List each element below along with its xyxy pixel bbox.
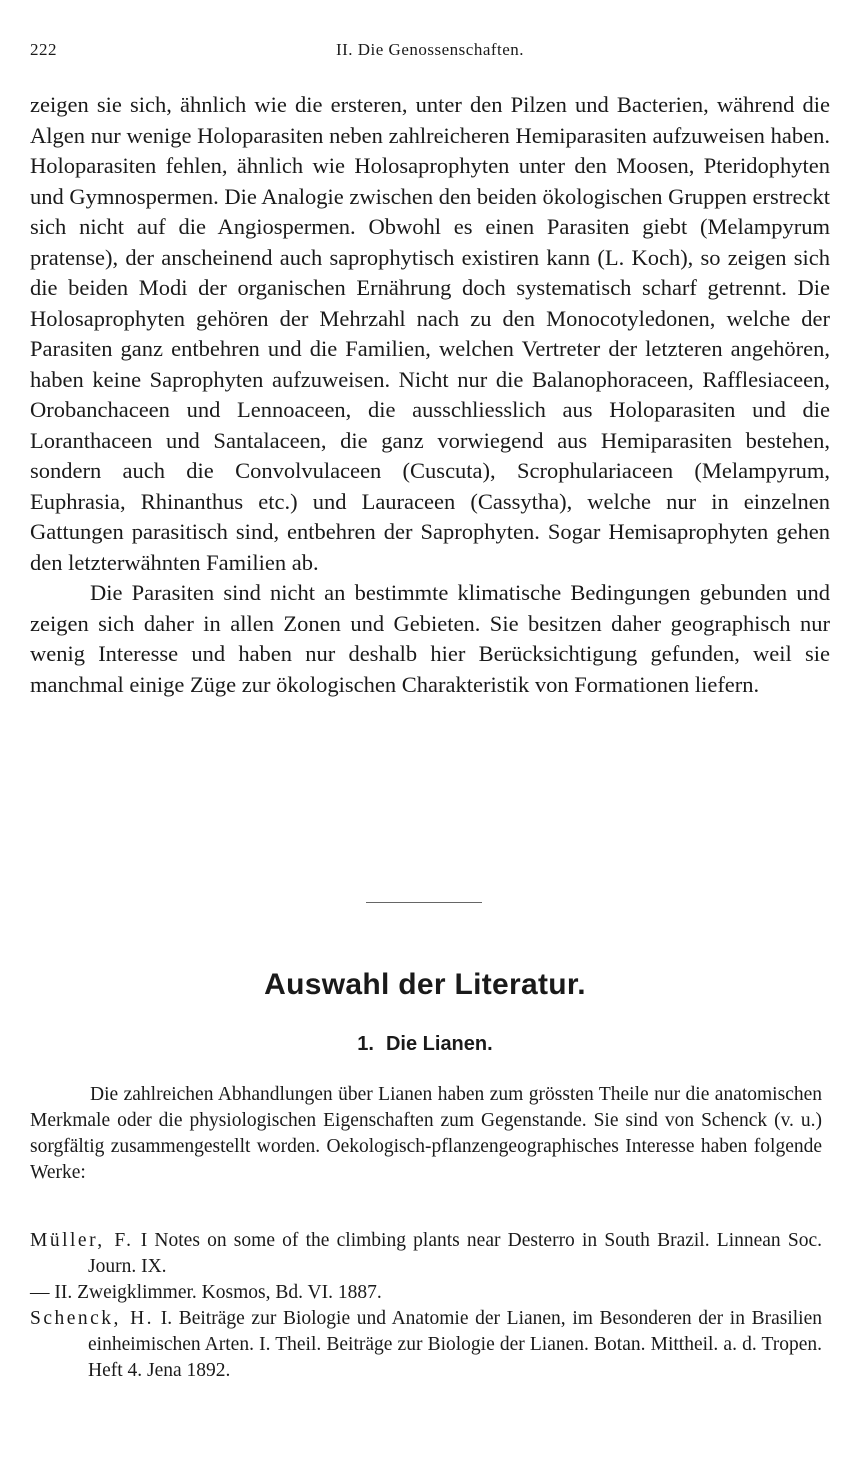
reference-text: II. Zweigklimmer. Kosmos, Bd. VI. 1887. bbox=[54, 1282, 382, 1303]
chapter-header: II. Die Genossenschaften. bbox=[335, 40, 525, 59]
reference-list bbox=[30, 1228, 822, 1384]
reference-text: I. Beiträge zur Biologie und Anatomie der Lianen, im Besonderen der in Brasilien einheimischen Arten. I. Theil. Beiträge zur Biologie der Lianen. Botan. Mittheil. a. d. Tropen. Heft 4. Jena 1892. bbox=[88, 1308, 823, 1381]
page-number: 222 bbox=[30, 40, 57, 59]
literature-subheading bbox=[0, 1033, 850, 1056]
reference-text: I Notes on some of the climbing plants near Desterro in South Brazil. Linnean Soc. Journ. IX. bbox=[88, 1230, 823, 1277]
section-number: 1. bbox=[357, 1033, 374, 1055]
reference-author: Müller, F. bbox=[30, 1230, 134, 1251]
section-divider bbox=[366, 902, 482, 903]
section-title: Die Lianen. bbox=[385, 1033, 493, 1055]
running-head bbox=[30, 40, 830, 70]
reference-item bbox=[30, 1280, 822, 1306]
reference-author: Schenck, H. bbox=[30, 1308, 155, 1329]
body-paragraph: Die Parasiten sind nicht an bestimmte klimatische Bedingungen gebunden und zeigen sich daher in allen Zonen und Gebieten. Sie besitzen daher geographisch nur wenig Interesse und haben nur deshalb hier Berücksichtigung gefunden, weil sie manchmal einige Züge zur ökologischen Charakteristik von Formationen liefern. bbox=[30, 580, 830, 697]
reference-item bbox=[30, 1228, 822, 1280]
literature-heading: Auswahl der Literatur. bbox=[264, 968, 586, 1001]
literature-intro: Die zahlreichen Abhandlungen über Lianen haben zum grössten Theile nur die anatomischen Merkmale oder die physiologischen Eigenschaften zum Gegenstande. Sie sind von Schenck (v. u.) sorgfältig zusammengestellt worden. Oekologisch-pflanzengeographisches Interesse haben folgende Werke: bbox=[30, 1084, 822, 1183]
reference-item bbox=[30, 1306, 822, 1384]
reference-author: — bbox=[30, 1282, 50, 1303]
body-paragraph: zeigen sie sich, ähnlich wie die ersteren, unter den Pilzen und Bacterien, während die Algen nur wenige Holoparasiten neben zahlreicheren Hemiparasiten aufzuweisen haben. Holoparasiten fehlen, ähnlich wie Holosaprophyten unter den Moosen, Pteridophyten und Gymnospermen. Die Analogie zwischen den beiden ökologischen Gruppen erstreckt sich nicht auf die Angiospermen. Obwohl es einen Parasiten giebt (Melampyrum pratense), der anscheinend auch saprophytisch existiren kann (L. Koch), so zeigen sich die beiden Modi der organischen Ernährung doch systematisch scharf getrennt. Die Holosaprophyten gehören der Mehrzahl nach zu den Monocotyledonen, welche der Parasiten ganz entbehren und die Familien, welchen Vertreter der letzteren angehören, haben keine Saprophyten aufzuweisen. Nicht nur die Balanophoraceen, Rafflesiaceen, Orobanchaceen und Lennoaceen, die ausschliesslich aus Holoparasiten und die Loranthaceen und Santalaceen, die ganz vorwiegend aus Hemiparasiten bestehen, sondern auch die Convolvulaceen (Cuscuta), Scrophulariaceen (Melampyrum, Euphrasia, Rhinanthus etc.) und Lauraceen (Cassytha), welche nur in einzelnen Gattungen parasitisch sind, entbehren der Saprophyten. Sogar Hemisaprophyten gehen den letzterwähnten Familien ab. bbox=[30, 92, 830, 575]
main-text bbox=[30, 90, 830, 700]
